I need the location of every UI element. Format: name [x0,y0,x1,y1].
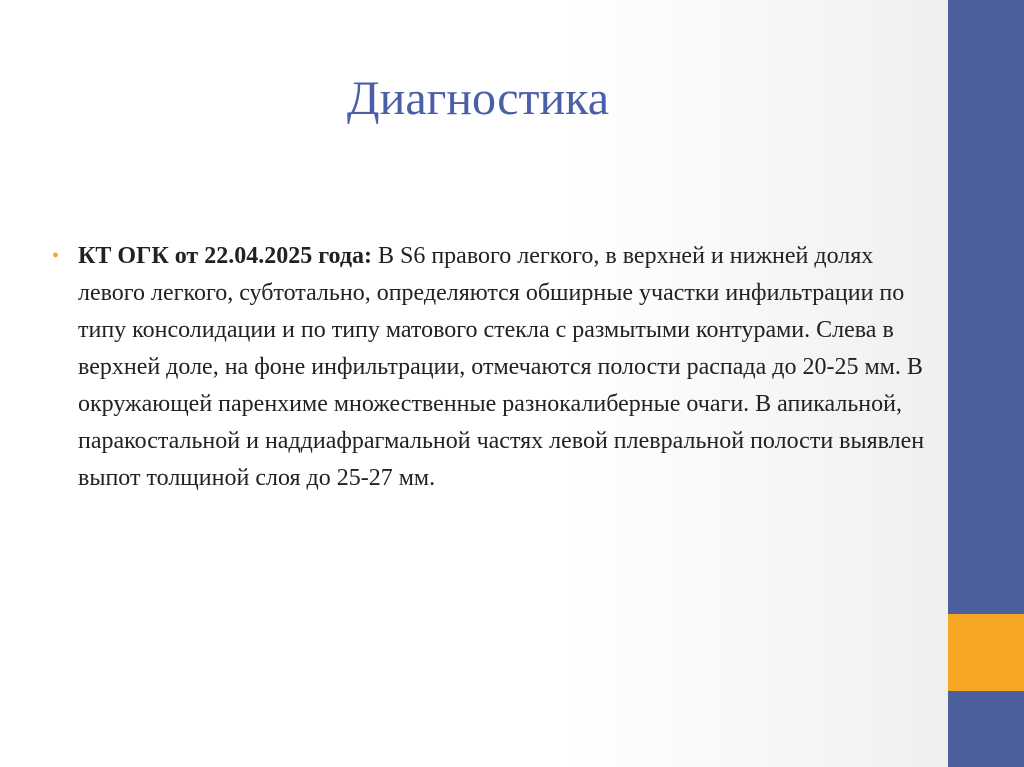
bullet-heading: КТ ОГК от 22.04.2025 года: [78,243,372,269]
side-bar-blue-top [948,0,1024,614]
bullet-body: В S6 правого легкого, в верхней и нижней долях левого легкого, субтотально, определяются обширные участки инфильтрации по типу консолидации и по типу матового стекла с размытыми контурами. Слева в верхней доле, на фоне инфильтрации, отмечаются полости распада до 20-25 мм. В окружающей паренхиме множественные разнокалиберные очаги. В апикальной, паракостальной и наддиафрагмальной частях левой плевральной полости выявлен выпот толщиной слоя до 25-27 мм. [78,243,925,491]
slide-title: Диагностика [346,72,610,125]
bullet-item [48,238,938,497]
bullet-marker: • [52,245,60,267]
side-bar-orange-accent [948,614,1024,691]
slide-content [48,238,938,497]
side-bar-blue-bottom [948,691,1024,767]
decorative-side-bar [948,0,1024,767]
